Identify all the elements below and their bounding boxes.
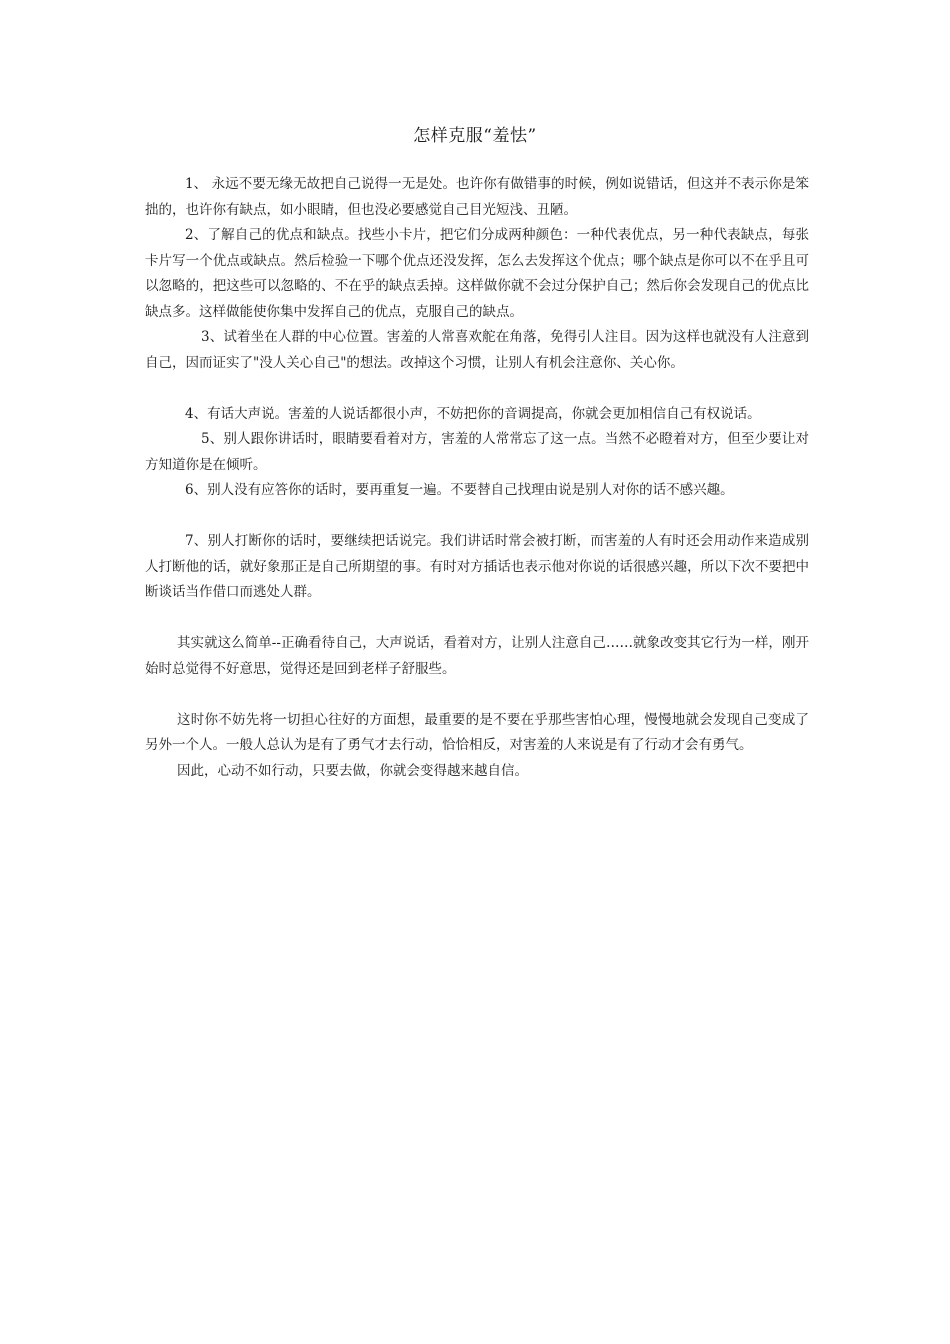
paragraph-1: 1、 永远不要无缘无故把自己说得一无是处。也许你有做错事的时候，例如说错话，但这并不表示你是笨拙的，也许你有缺点，如小眼睛，但也没必要感觉自己目光短浅、丑陋。 — [145, 176, 809, 218]
paragraph-4: 4、有话大声说。害羞的人说话都很小声，不妨把你的音调提高，你就会更加相信自己有权说话。 — [185, 405, 761, 422]
paragraph-9: 这时你不妨先将一切担心往好的方面想，最重要的是不要在乎那些害怕心理，慢慢地就会发现自己变成了另外一个人。一般人总认为是有了勇气才去行动，恰恰相反，对害羞的人来说是有了行动才会有勇气。 — [145, 711, 809, 753]
paragraph-6: 6、别人没有应答你的话时，要再重复一遍。不要替自己找理由说是别人对你的话不感兴趣。 — [185, 482, 734, 498]
paragraph-10: 因此，心动不如行动，只要去做，你就会变得越来越自信。 — [177, 762, 528, 779]
document-title: 怎样克服“羞怯” — [413, 126, 537, 146]
paragraph-7: 7、别人打断你的话时，要继续把话说完。我们讲话时常会被打断，而害羞的人有时还会用动作来造成别人打断他的话，就好象那正是自己所期望的事。有时对方插话也表示他对你说的话很感兴趣，所以下次不要把中断谈话当作借口而逃处人群。 — [145, 533, 809, 600]
document-body — [145, 172, 809, 784]
paragraph-8: 其实就这么简单--正确看待自己，大声说话，看着对方，让别人注意自己……就象改变其它行为一样，刚开始时总觉得不好意思，觉得还是回到老样子舒服些。 — [145, 635, 809, 677]
paragraph-2: 2、了解自己的优点和缺点。找些小卡片，把它们分成两种颜色：一种代表优点，另一种代表缺点，每张卡片写一个优点或缺点。然后检验一下哪个优点还没发挥，怎么去发挥这个优点；哪个缺点是你可以不在乎且可以忽略的，把这些可以忽略的、不在乎的缺点丢掉。这样做你就不会过分保护自己；然后你会发现自己的优点比缺点多。这样做能使你集中发挥自己的优点，克服自己的缺点。 — [145, 227, 809, 320]
paragraph-5: 5、别人跟你讲话时，眼睛要看着对方，害羞的人常常忘了这一点。当然不必瞪着对方，但至少要让对方知道你是在倾听。 — [145, 431, 809, 473]
paragraph-3: 3、试着坐在人群的中心位置。害羞的人常喜欢舵在角落，免得引人注目。因为这样也就没有人注意到自己，因而证实了"没人关心自己"的想法。改掉这个习惯，让别人有机会注意你、关心你。 — [145, 329, 809, 371]
